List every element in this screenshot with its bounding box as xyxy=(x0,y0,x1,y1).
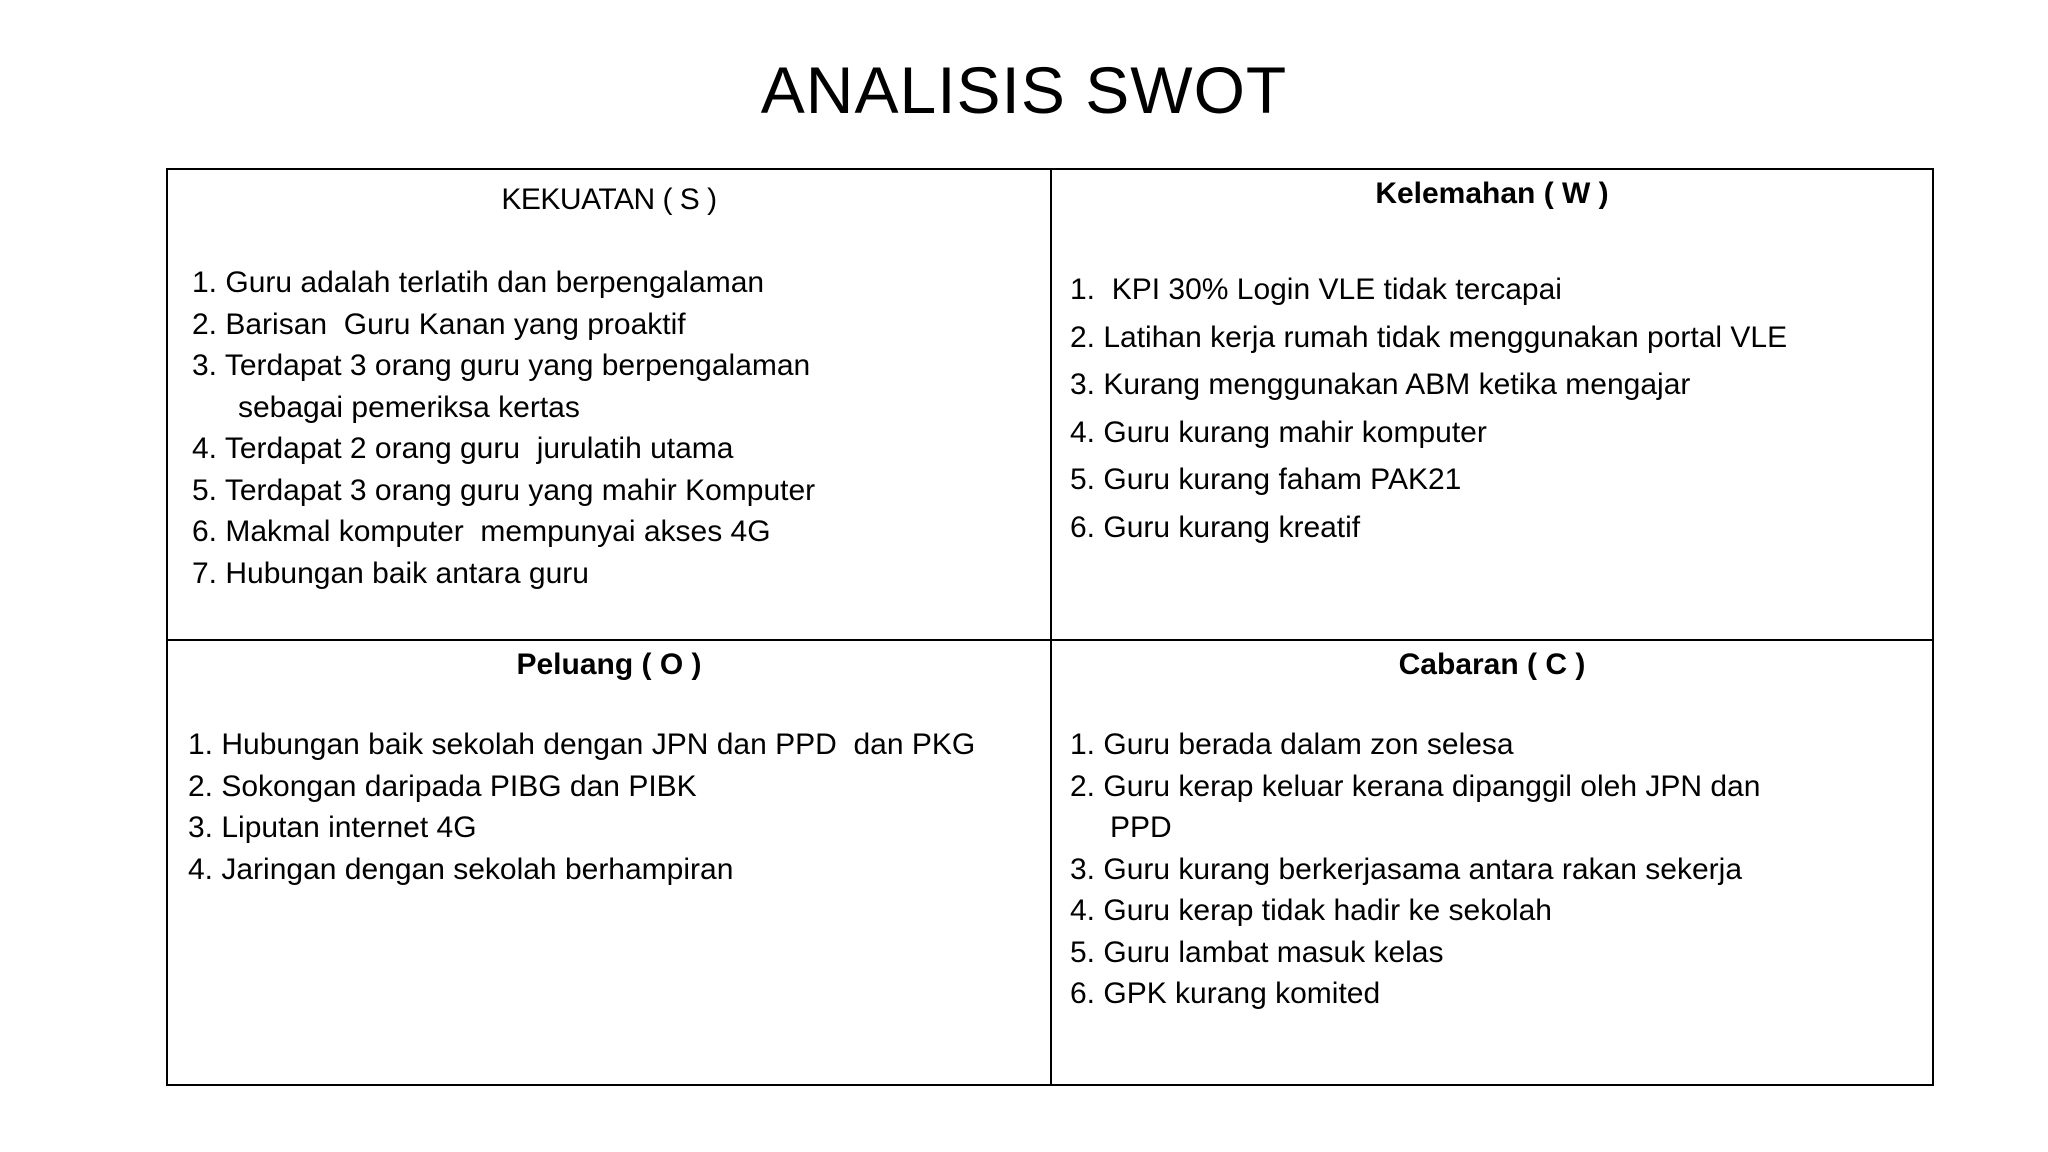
list-item: 6. Makmal komputer mempunyai akses 4G xyxy=(192,515,771,548)
list-item: 3. Kurang menggunakan ABM ketika mengajar xyxy=(1070,368,1691,401)
strengths-list xyxy=(192,262,815,594)
list-item: 4. Jaringan dengan sekolah berhampiran xyxy=(188,852,734,886)
weaknesses-quadrant xyxy=(1052,170,1932,641)
list-item-continuation: PPD xyxy=(1110,811,1172,844)
list-item: 5. Terdapat 3 orang guru yang mahir Komputer xyxy=(192,473,816,507)
opportunities-quadrant xyxy=(168,641,1052,1084)
list-item: 2. Guru kerap keluar kerana dipanggil oleh JPN dan xyxy=(1070,769,1761,803)
list-item: 2. Latihan kerja rumah tidak menggunakan portal VLE xyxy=(1070,320,1788,354)
list-item: 1. KPI 30% Login VLE tidak tercapai xyxy=(1070,273,1562,306)
list-item: 1. Hubungan baik sekolah dengan JPN dan PPD dan PKG xyxy=(188,728,976,761)
opportunities-heading: Peluang ( O ) xyxy=(516,648,702,681)
list-item: 7. Hubungan baik antara guru xyxy=(192,556,589,590)
list-item: 4. Terdapat 2 orang guru jurulatih utama xyxy=(192,432,734,465)
list-item: 1. Guru adalah terlatih dan berpengalaman xyxy=(192,266,765,299)
list-item: 1. Guru berada dalam zon selesa xyxy=(1070,728,1514,761)
list-item: 3. Guru kurang berkerjasama antara rakan sekerja xyxy=(1070,852,1743,886)
list-item: 5. Guru lambat masuk kelas xyxy=(1070,935,1444,969)
slide-title: ANALISIS SWOT xyxy=(760,53,1288,127)
list-item: 3. Terdapat 3 orang guru yang berpengalaman xyxy=(192,349,811,382)
list-item: 4. Guru kurang mahir komputer xyxy=(1070,415,1487,449)
strengths-quadrant xyxy=(168,170,1052,641)
threats-quadrant xyxy=(1052,641,1932,1084)
weaknesses-heading: Kelemahan ( W ) xyxy=(1375,177,1609,210)
threats-heading: Cabaran ( C ) xyxy=(1398,648,1586,681)
list-item: 3. Liputan internet 4G xyxy=(188,811,477,844)
list-item: 6. Guru kurang kreatif xyxy=(1070,510,1361,544)
list-item: 2. Barisan Guru Kanan yang proaktif xyxy=(192,307,686,341)
list-item-continuation: sebagai pemeriksa kertas xyxy=(238,390,580,424)
weaknesses-list xyxy=(1070,266,1787,551)
strengths-heading: KEKUATAN ( S ) xyxy=(501,183,717,216)
list-item: 5. Guru kurang faham PAK21 xyxy=(1070,463,1462,496)
swot-table xyxy=(166,168,1934,1086)
opportunities-list xyxy=(188,724,975,890)
list-item: 2. Sokongan daripada PIBG dan PIBK xyxy=(188,769,697,803)
list-item: 6. GPK kurang komited xyxy=(1070,977,1381,1010)
threats-list xyxy=(1070,724,1760,1015)
list-item: 4. Guru kerap tidak hadir ke sekolah xyxy=(1070,894,1552,927)
